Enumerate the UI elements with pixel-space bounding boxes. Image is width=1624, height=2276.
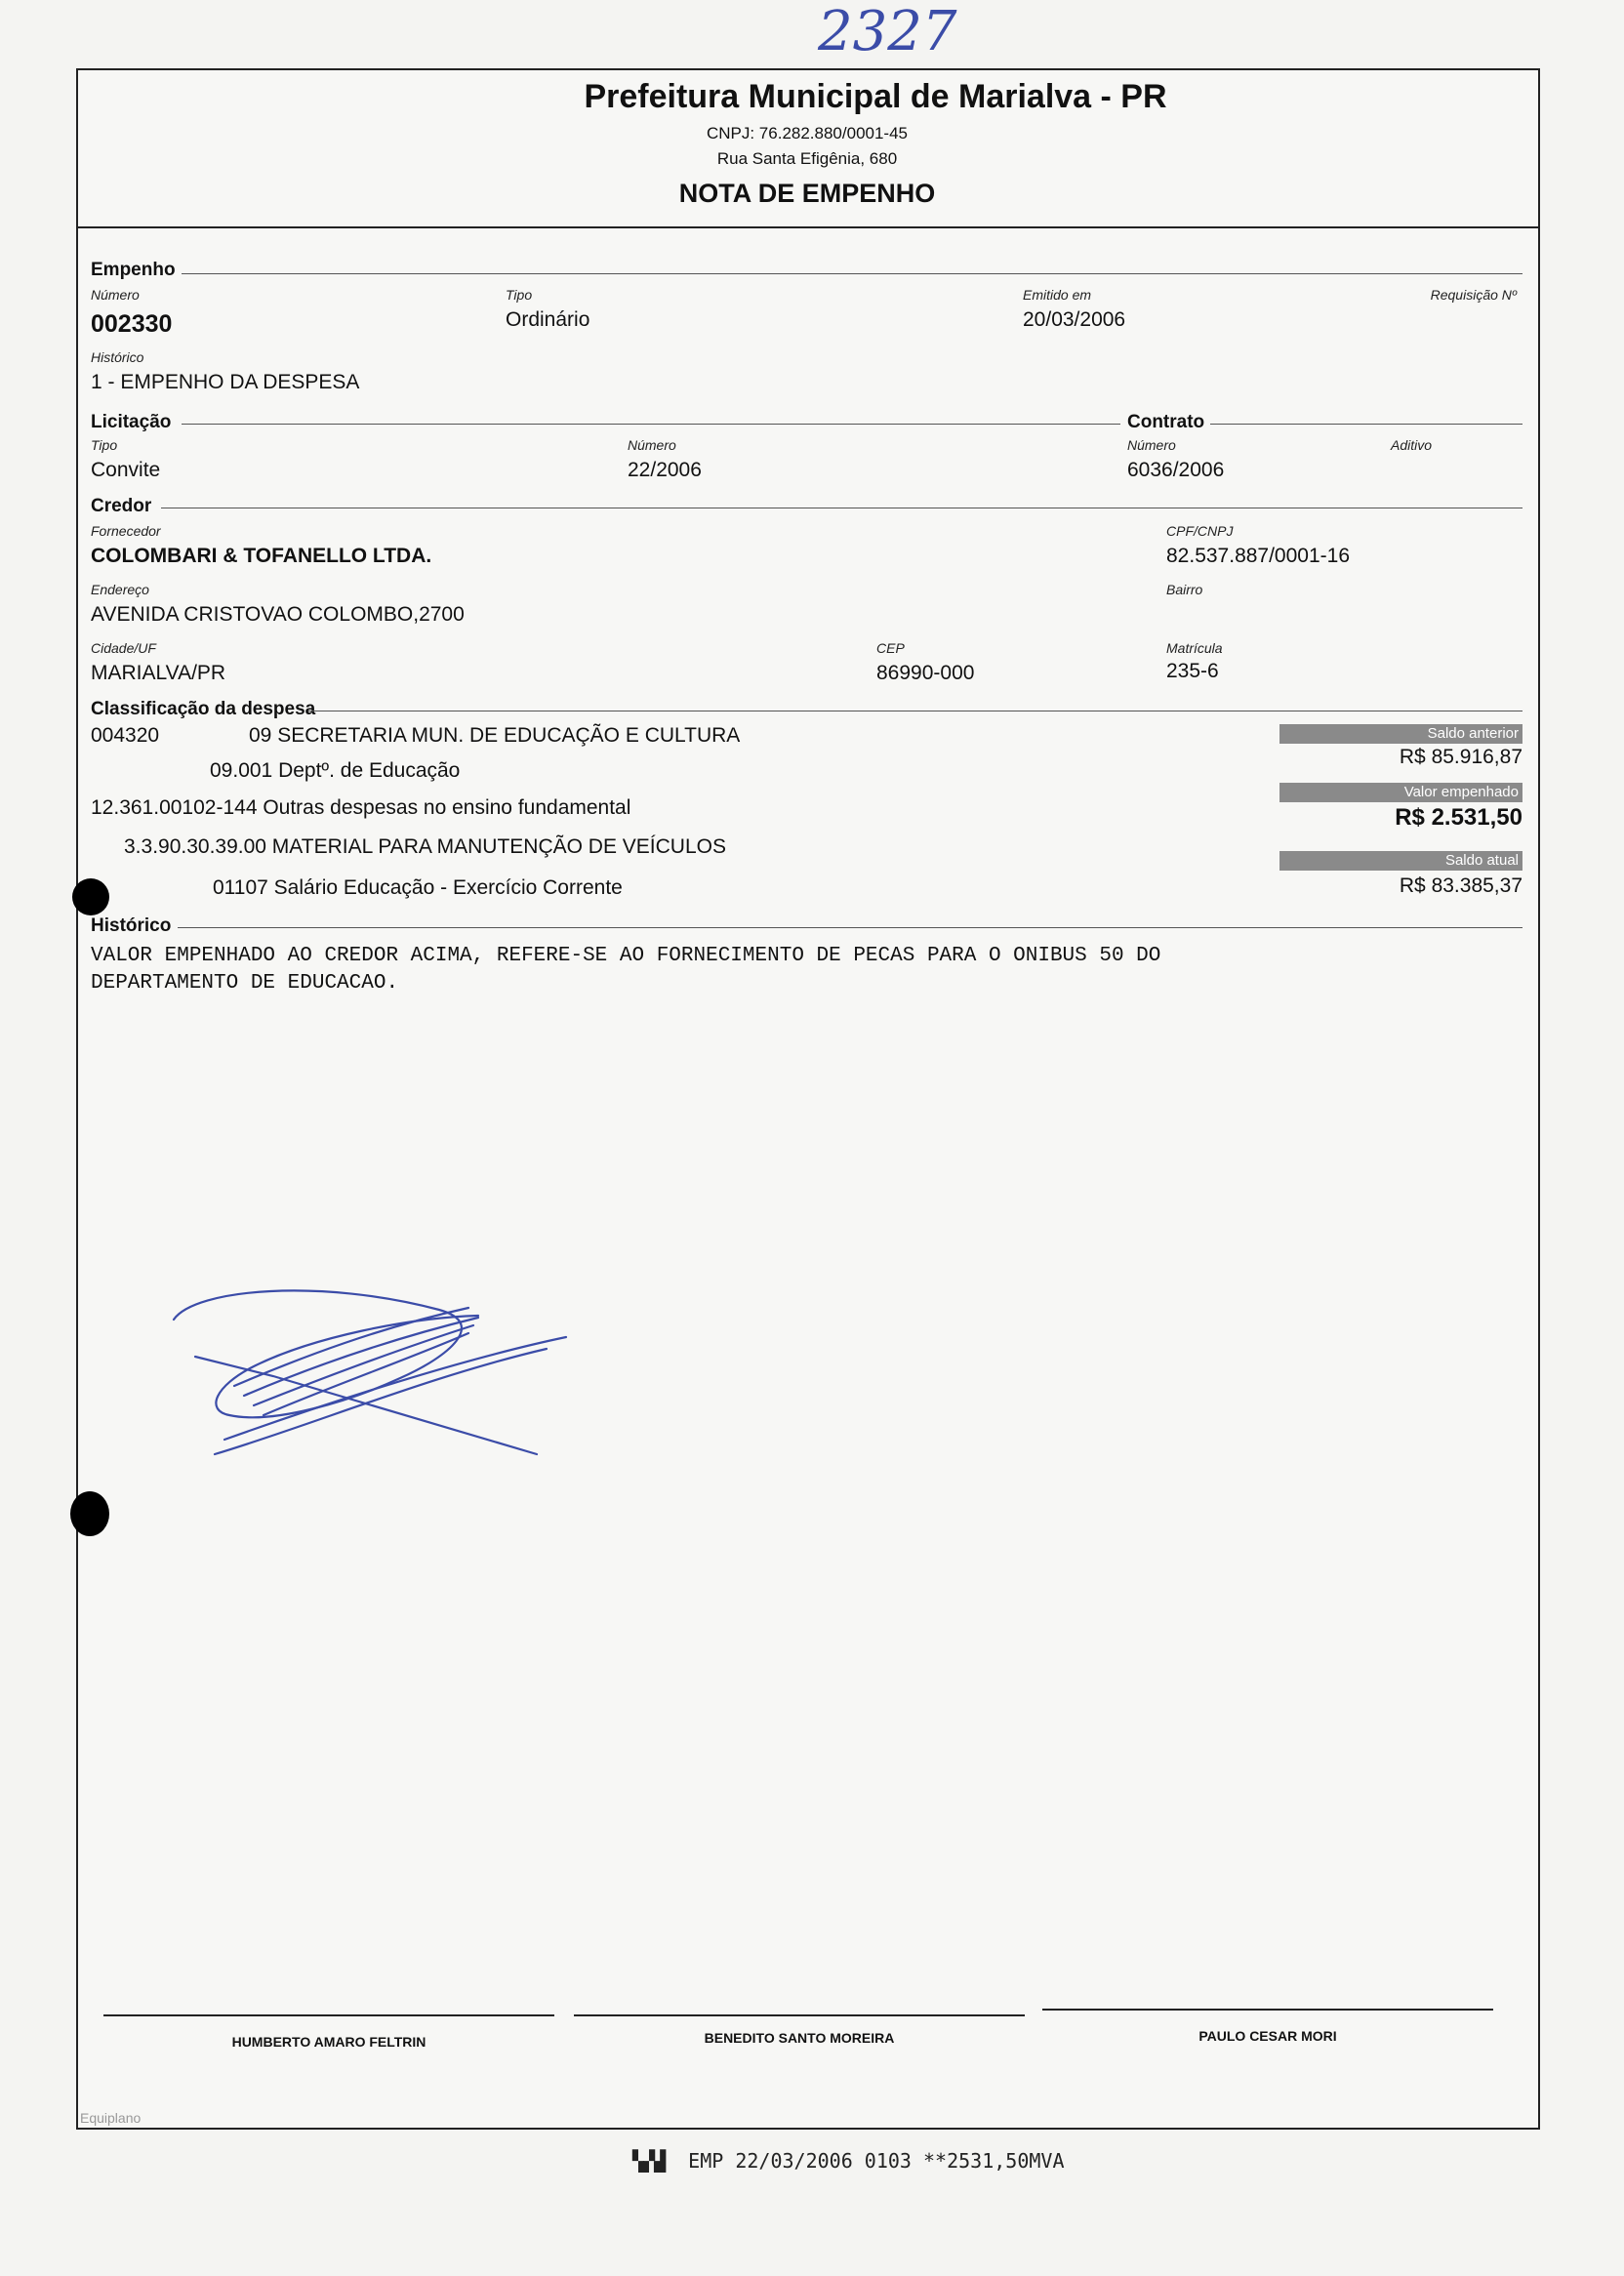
section-empenho-rule xyxy=(182,273,1522,274)
endereco-value: AVENIDA CRISTOVAO COLOMBO,2700 xyxy=(91,603,465,626)
historico-line2: DEPARTAMENTO DE EDUCACAO. xyxy=(91,972,399,995)
cnpj-text: CNPJ: 76.282.880/0001-45 xyxy=(706,124,909,142)
fornecedor-label: Fornecedor xyxy=(91,523,161,539)
punch-hole-top xyxy=(72,878,109,915)
handwritten-page-number: 2327 xyxy=(818,0,957,63)
classificacao-line3: 12.361.00102-144 Outras despesas no ensino fundamental xyxy=(91,796,631,819)
requisicao-label: Requisição Nº xyxy=(1430,287,1517,303)
stamp-logo-icon: ▚▞▟ xyxy=(632,2149,666,2173)
endereco-label: Endereço xyxy=(91,582,149,597)
bottom-stamp xyxy=(632,2149,1064,2173)
empenho-numero-label: Número xyxy=(91,287,140,303)
cep-label: CEP xyxy=(876,640,905,656)
emitido-date: 20/03/2006 xyxy=(1023,308,1126,331)
stamp-text: EMP 22/03/2006 0103 **2531,50MVA xyxy=(688,2149,1065,2173)
classificacao-line5: 01107 Salário Educação - Exercício Corrente xyxy=(213,876,623,899)
signature-line-3 xyxy=(1042,2009,1493,2011)
section-licitacao-rule xyxy=(182,424,1120,425)
section-historico-rule xyxy=(178,927,1522,928)
licitacao-numero: 22/2006 xyxy=(628,459,702,481)
cpf-label: CPF/CNPJ xyxy=(1166,523,1234,539)
aditivo-label: Aditivo xyxy=(1391,437,1433,453)
empenho-tipo-label: Tipo xyxy=(506,287,533,303)
footer-brand: Equiplano xyxy=(80,2110,142,2126)
matricula-label: Matrícula xyxy=(1166,640,1223,656)
cidade-value: MARIALVA/PR xyxy=(91,662,226,684)
saldo-atual-value: R$ 83.385,37 xyxy=(1399,874,1522,897)
punch-hole-bottom xyxy=(70,1491,109,1536)
licitacao-numero-label: Número xyxy=(628,437,676,453)
page-title: Prefeitura Municipal de Marialva - PR xyxy=(584,78,1167,115)
signature-line-2 xyxy=(574,2014,1025,2016)
signature-line-1 xyxy=(103,2014,554,2016)
signature-name-3: PAULO CESAR MORI xyxy=(1198,2028,1337,2044)
empenho-historico: 1 - EMPENHO DA DESPESA xyxy=(91,371,360,393)
section-historico: Histórico xyxy=(91,915,172,936)
bairro-label: Bairro xyxy=(1166,582,1203,597)
classificacao-line1: 09 SECRETARIA MUN. DE EDUCAÇÃO E CULTURA xyxy=(249,724,741,747)
cep-value: 86990-000 xyxy=(876,662,975,684)
saldo-atual-label: Saldo atual xyxy=(1279,851,1522,871)
empenho-historico-label: Histórico xyxy=(91,349,144,365)
section-classificacao: Classificação da despesa xyxy=(91,699,316,719)
signature-name-2: BENEDITO SANTO MOREIRA xyxy=(704,2030,895,2046)
saldo-anterior-label: Saldo anterior xyxy=(1279,724,1522,744)
header xyxy=(76,78,1538,209)
contrato-numero-label: Número xyxy=(1127,437,1176,453)
empenho-tipo: Ordinário xyxy=(506,308,590,331)
section-licitacao: Licitação xyxy=(91,412,172,432)
classificacao-line2: 09.001 Deptº. de Educação xyxy=(210,759,461,782)
licitacao-tipo: Convite xyxy=(91,459,161,481)
historico-line1: VALOR EMPENHADO AO CREDOR ACIMA, REFERE-SE AO FORNECIMENTO DE PECAS PARA O ONIBUS 50 DO xyxy=(91,945,1161,967)
signature-scribble xyxy=(156,1269,586,1483)
address-text: Rua Santa Efigênia, 680 xyxy=(716,149,898,168)
valor-empenhado-label: Valor empenhado xyxy=(1279,783,1522,802)
licitacao-tipo-label: Tipo xyxy=(91,437,118,453)
contrato-numero: 6036/2006 xyxy=(1127,459,1225,481)
classificacao-code: 004320 xyxy=(91,724,160,747)
cidade-label: Cidade/UF xyxy=(91,640,156,656)
header-divider xyxy=(76,226,1538,228)
valor-empenhado-value: R$ 2.531,50 xyxy=(1395,804,1522,831)
section-credor: Credor xyxy=(91,496,152,516)
section-empenho: Empenho xyxy=(91,260,176,280)
doc-title: NOTA DE EMPENHO xyxy=(678,179,936,208)
fornecedor-name: COLOMBARI & TOFANELLO LTDA. xyxy=(91,545,432,567)
signature-name-1: HUMBERTO AMARO FELTRIN xyxy=(231,2034,426,2050)
saldo-anterior-value: R$ 85.916,87 xyxy=(1399,746,1522,768)
section-contrato-rule xyxy=(1210,424,1522,425)
empenho-numero: 002330 xyxy=(91,310,173,338)
matricula-value: 235-6 xyxy=(1166,660,1219,682)
section-contrato: Contrato xyxy=(1127,412,1205,432)
classificacao-line4: 3.3.90.30.39.00 MATERIAL PARA MANUTENÇÃO DE VEÍCULOS xyxy=(124,835,726,858)
emitido-label: Emitido em xyxy=(1023,287,1092,303)
cpf-value: 82.537.887/0001-16 xyxy=(1166,545,1351,567)
